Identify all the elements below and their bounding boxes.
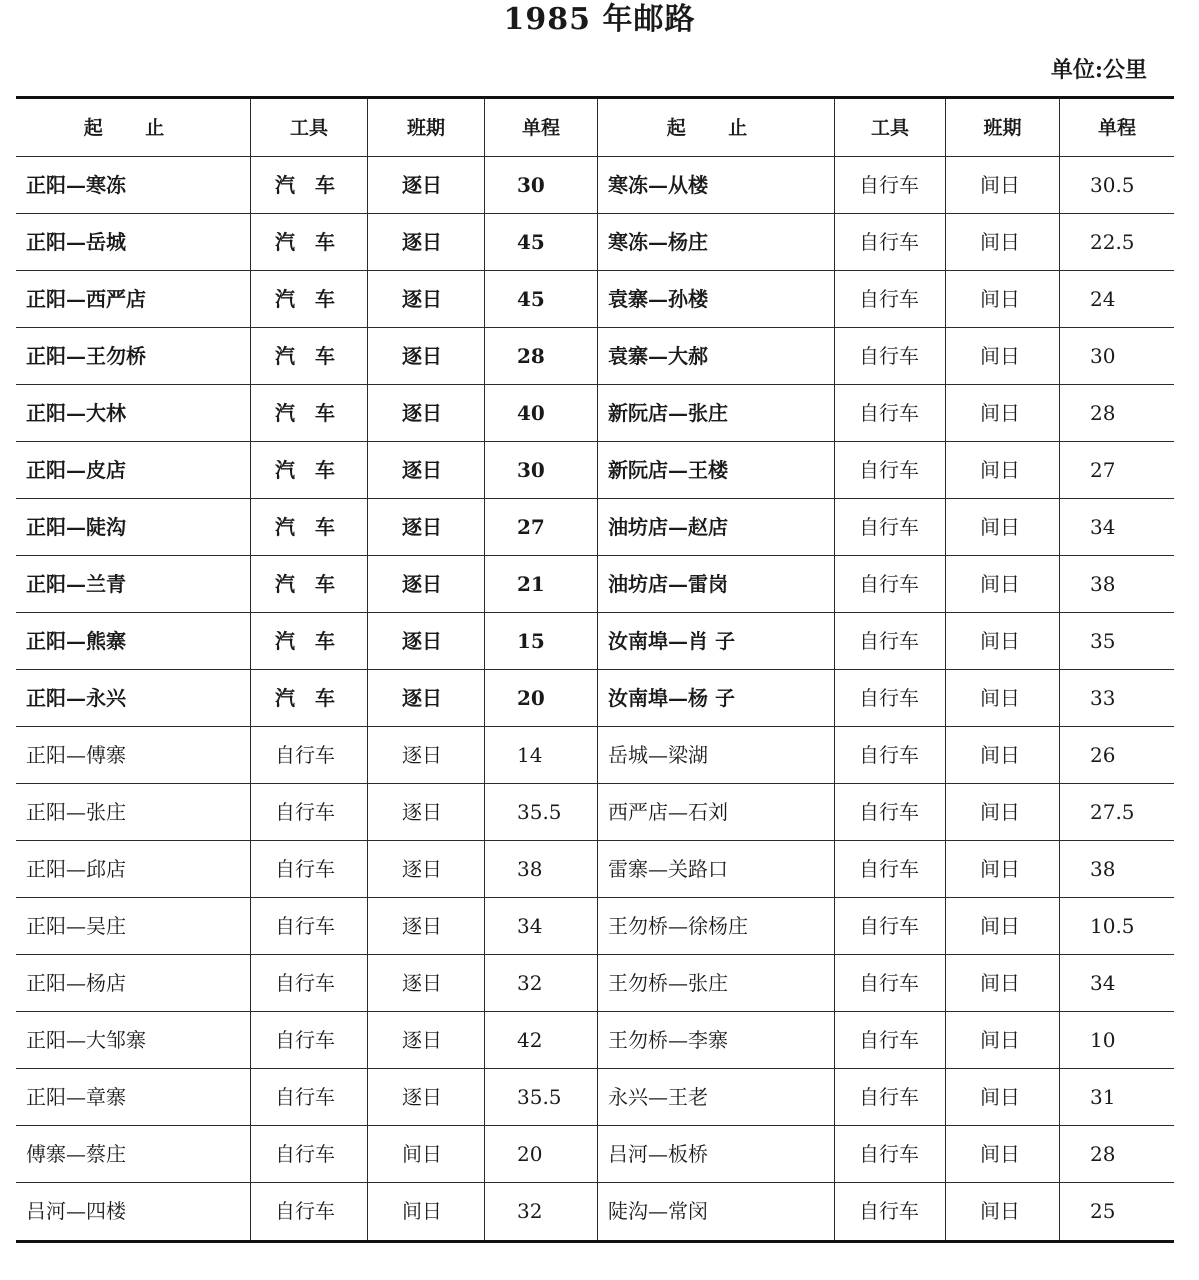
distance-cell: 35.5 bbox=[485, 1069, 598, 1125]
route-cell: 正阳—西严店 bbox=[16, 271, 251, 327]
route-cell: 汝南埠—肖 子 bbox=[598, 613, 835, 669]
route-cell: 永兴—王老 bbox=[598, 1069, 835, 1125]
frequency-cell: 间日 bbox=[946, 1126, 1060, 1182]
frequency-cell: 逐日 bbox=[368, 271, 485, 327]
distance-cell: 35 bbox=[1090, 629, 1116, 653]
table-row bbox=[16, 613, 1174, 670]
tool-cell: 自行车 bbox=[251, 727, 368, 783]
distance-cell: 33 bbox=[1090, 686, 1116, 710]
frequency-cell: 间日 bbox=[946, 157, 1060, 213]
tool-cell: 自行车 bbox=[835, 442, 946, 498]
tool-cell: 自行车 bbox=[251, 898, 368, 954]
route-cell: 正阳—邱店 bbox=[16, 841, 251, 897]
frequency-cell: 间日 bbox=[946, 385, 1060, 441]
tool-cell: 汽 车 bbox=[251, 214, 368, 270]
table-header-row bbox=[16, 99, 1174, 157]
frequency-cell: 间日 bbox=[368, 1126, 485, 1182]
table-row bbox=[16, 271, 1174, 328]
frequency-cell: 间日 bbox=[946, 556, 1060, 612]
tool-cell: 自行车 bbox=[835, 157, 946, 213]
table-row bbox=[16, 556, 1174, 613]
frequency-cell: 间日 bbox=[946, 1183, 1060, 1240]
tool-cell: 自行车 bbox=[251, 1012, 368, 1068]
header-tool: 工具 bbox=[835, 99, 946, 156]
distance-cell: 34 bbox=[1090, 515, 1116, 539]
table-row bbox=[16, 1069, 1174, 1126]
distance-cell: 32 bbox=[485, 955, 598, 1011]
distance-cell: 26 bbox=[1090, 743, 1116, 767]
table-body bbox=[16, 157, 1174, 1240]
distance-cell: 35.5 bbox=[485, 784, 598, 840]
distance-cell: 20 bbox=[485, 670, 598, 726]
tool-cell: 汽 车 bbox=[251, 271, 368, 327]
frequency-cell: 间日 bbox=[946, 442, 1060, 498]
distance-cell: 45 bbox=[485, 214, 598, 270]
tool-cell: 汽 车 bbox=[251, 556, 368, 612]
mail-route-table bbox=[16, 96, 1174, 1243]
table-row bbox=[16, 670, 1174, 727]
tool-cell: 自行车 bbox=[251, 1069, 368, 1125]
distance-cell: 34 bbox=[1090, 971, 1116, 995]
frequency-cell: 逐日 bbox=[368, 955, 485, 1011]
tool-cell: 自行车 bbox=[835, 328, 946, 384]
tool-cell: 自行车 bbox=[251, 955, 368, 1011]
tool-cell: 自行车 bbox=[835, 841, 946, 897]
route-cell: 正阳—大邹寨 bbox=[16, 1012, 251, 1068]
distance-cell: 40 bbox=[485, 385, 598, 441]
tool-cell: 自行车 bbox=[251, 1183, 368, 1240]
route-cell: 油坊店—赵店 bbox=[598, 499, 835, 555]
frequency-cell: 间日 bbox=[946, 727, 1060, 783]
distance-cell: 38 bbox=[1090, 572, 1116, 596]
frequency-cell: 逐日 bbox=[368, 442, 485, 498]
distance-cell: 10.5 bbox=[1090, 914, 1135, 938]
tool-cell: 自行车 bbox=[835, 385, 946, 441]
table-row bbox=[16, 898, 1174, 955]
table-row bbox=[16, 841, 1174, 898]
distance-cell: 45 bbox=[485, 271, 598, 327]
distance-cell: 21 bbox=[485, 556, 598, 612]
header-frequency: 班期 bbox=[946, 99, 1060, 156]
distance-cell: 25 bbox=[1090, 1199, 1116, 1223]
frequency-cell: 间日 bbox=[946, 271, 1060, 327]
distance-cell: 28 bbox=[485, 328, 598, 384]
unit-label: 单位:公里 bbox=[1050, 57, 1147, 83]
tool-cell: 自行车 bbox=[835, 784, 946, 840]
header-route: 起 止 bbox=[16, 99, 251, 156]
distance-cell: 24 bbox=[1090, 287, 1116, 311]
tool-cell: 自行车 bbox=[835, 670, 946, 726]
distance-cell: 15 bbox=[485, 613, 598, 669]
frequency-cell: 间日 bbox=[946, 784, 1060, 840]
frequency-cell: 逐日 bbox=[368, 727, 485, 783]
tool-cell: 自行车 bbox=[835, 613, 946, 669]
distance-cell: 27 bbox=[485, 499, 598, 555]
tool-cell: 自行车 bbox=[835, 898, 946, 954]
frequency-cell: 间日 bbox=[946, 670, 1060, 726]
tool-cell: 自行车 bbox=[251, 841, 368, 897]
frequency-cell: 间日 bbox=[946, 328, 1060, 384]
frequency-cell: 间日 bbox=[946, 214, 1060, 270]
tool-cell: 汽 车 bbox=[251, 385, 368, 441]
page-title: 1985 年邮路 bbox=[503, 2, 696, 37]
frequency-cell: 间日 bbox=[946, 1012, 1060, 1068]
tool-cell: 汽 车 bbox=[251, 613, 368, 669]
tool-cell: 自行车 bbox=[835, 1012, 946, 1068]
tool-cell: 自行车 bbox=[835, 1126, 946, 1182]
distance-cell: 27.5 bbox=[1090, 800, 1135, 824]
frequency-cell: 逐日 bbox=[368, 157, 485, 213]
route-cell: 正阳—傅寨 bbox=[16, 727, 251, 783]
tool-cell: 汽 车 bbox=[251, 442, 368, 498]
table-row bbox=[16, 328, 1174, 385]
route-cell: 袁寨—孙楼 bbox=[598, 271, 835, 327]
frequency-cell: 间日 bbox=[946, 955, 1060, 1011]
header-distance: 单程 bbox=[485, 99, 598, 156]
tool-cell: 自行车 bbox=[835, 556, 946, 612]
tool-cell: 自行车 bbox=[835, 271, 946, 327]
frequency-cell: 逐日 bbox=[368, 898, 485, 954]
distance-cell: 20 bbox=[485, 1126, 598, 1182]
frequency-cell: 间日 bbox=[946, 613, 1060, 669]
table-row bbox=[16, 727, 1174, 784]
route-cell: 油坊店—雷岗 bbox=[598, 556, 835, 612]
route-cell: 王勿桥—徐杨庄 bbox=[598, 898, 835, 954]
header-route: 起 止 bbox=[598, 99, 835, 156]
tool-cell: 自行车 bbox=[251, 1126, 368, 1182]
distance-cell: 30 bbox=[485, 157, 598, 213]
route-cell: 正阳—熊寨 bbox=[16, 613, 251, 669]
route-cell: 傅寨—蔡庄 bbox=[16, 1126, 251, 1182]
route-cell: 雷寨—关路口 bbox=[598, 841, 835, 897]
distance-cell: 42 bbox=[485, 1012, 598, 1068]
tool-cell: 自行车 bbox=[835, 1183, 946, 1240]
tool-cell: 自行车 bbox=[835, 214, 946, 270]
distance-cell: 28 bbox=[1090, 1142, 1116, 1166]
frequency-cell: 逐日 bbox=[368, 784, 485, 840]
distance-cell: 30.5 bbox=[1090, 173, 1135, 197]
route-cell: 袁寨—大郝 bbox=[598, 328, 835, 384]
frequency-cell: 逐日 bbox=[368, 841, 485, 897]
route-cell: 西严店—石刘 bbox=[598, 784, 835, 840]
tool-cell: 汽 车 bbox=[251, 499, 368, 555]
table-row bbox=[16, 385, 1174, 442]
route-cell: 陡沟—常闵 bbox=[598, 1183, 835, 1240]
frequency-cell: 逐日 bbox=[368, 613, 485, 669]
frequency-cell: 间日 bbox=[368, 1183, 485, 1240]
table-row bbox=[16, 1012, 1174, 1069]
tool-cell: 汽 车 bbox=[251, 157, 368, 213]
table-row bbox=[16, 214, 1174, 271]
frequency-cell: 间日 bbox=[946, 898, 1060, 954]
tool-cell: 自行车 bbox=[835, 1069, 946, 1125]
route-cell: 吕河—四楼 bbox=[16, 1183, 251, 1240]
tool-cell: 汽 车 bbox=[251, 670, 368, 726]
route-cell: 正阳—兰青 bbox=[16, 556, 251, 612]
table-row bbox=[16, 499, 1174, 556]
route-cell: 正阳—王勿桥 bbox=[16, 328, 251, 384]
route-cell: 新阮店—张庄 bbox=[598, 385, 835, 441]
route-cell: 正阳—岳城 bbox=[16, 214, 251, 270]
header-frequency: 班期 bbox=[368, 99, 485, 156]
frequency-cell: 逐日 bbox=[368, 214, 485, 270]
distance-cell: 31 bbox=[1090, 1085, 1116, 1109]
distance-cell: 10 bbox=[1090, 1028, 1116, 1052]
distance-cell: 30 bbox=[1090, 344, 1116, 368]
route-cell: 正阳—永兴 bbox=[16, 670, 251, 726]
distance-cell: 38 bbox=[485, 841, 598, 897]
table-row bbox=[16, 1126, 1174, 1183]
route-cell: 王勿桥—张庄 bbox=[598, 955, 835, 1011]
route-cell: 正阳—陡沟 bbox=[16, 499, 251, 555]
frequency-cell: 逐日 bbox=[368, 1012, 485, 1068]
frequency-cell: 逐日 bbox=[368, 499, 485, 555]
distance-cell: 30 bbox=[485, 442, 598, 498]
distance-cell: 28 bbox=[1090, 401, 1116, 425]
tool-cell: 自行车 bbox=[835, 499, 946, 555]
distance-cell: 22.5 bbox=[1090, 230, 1135, 254]
route-cell: 正阳—皮店 bbox=[16, 442, 251, 498]
route-cell: 汝南埠—杨 子 bbox=[598, 670, 835, 726]
header-tool: 工具 bbox=[251, 99, 368, 156]
route-cell: 寒冻—从楼 bbox=[598, 157, 835, 213]
route-cell: 王勿桥—李寨 bbox=[598, 1012, 835, 1068]
table-row bbox=[16, 955, 1174, 1012]
route-cell: 吕河—板桥 bbox=[598, 1126, 835, 1182]
frequency-cell: 间日 bbox=[946, 841, 1060, 897]
distance-cell: 32 bbox=[485, 1183, 598, 1240]
frequency-cell: 间日 bbox=[946, 499, 1060, 555]
distance-cell: 14 bbox=[485, 727, 598, 783]
route-cell: 正阳—大林 bbox=[16, 385, 251, 441]
frequency-cell: 逐日 bbox=[368, 670, 485, 726]
table-row bbox=[16, 442, 1174, 499]
tool-cell: 汽 车 bbox=[251, 328, 368, 384]
distance-cell: 34 bbox=[485, 898, 598, 954]
tool-cell: 自行车 bbox=[251, 784, 368, 840]
frequency-cell: 逐日 bbox=[368, 328, 485, 384]
distance-cell: 27 bbox=[1090, 458, 1116, 482]
route-cell: 岳城—梁湖 bbox=[598, 727, 835, 783]
route-cell: 正阳—张庄 bbox=[16, 784, 251, 840]
route-cell: 正阳—杨店 bbox=[16, 955, 251, 1011]
table-row bbox=[16, 1183, 1174, 1240]
table-row bbox=[16, 784, 1174, 841]
route-cell: 新阮店—王楼 bbox=[598, 442, 835, 498]
route-cell: 寒冻—杨庄 bbox=[598, 214, 835, 270]
distance-cell: 38 bbox=[1090, 857, 1116, 881]
route-cell: 正阳—吴庄 bbox=[16, 898, 251, 954]
route-cell: 正阳—章寨 bbox=[16, 1069, 251, 1125]
frequency-cell: 逐日 bbox=[368, 556, 485, 612]
frequency-cell: 间日 bbox=[946, 1069, 1060, 1125]
tool-cell: 自行车 bbox=[835, 727, 946, 783]
frequency-cell: 逐日 bbox=[368, 1069, 485, 1125]
route-cell: 正阳—寒冻 bbox=[16, 157, 251, 213]
frequency-cell: 逐日 bbox=[368, 385, 485, 441]
tool-cell: 自行车 bbox=[835, 955, 946, 1011]
header-distance: 单程 bbox=[1097, 117, 1136, 139]
table-row bbox=[16, 157, 1174, 214]
